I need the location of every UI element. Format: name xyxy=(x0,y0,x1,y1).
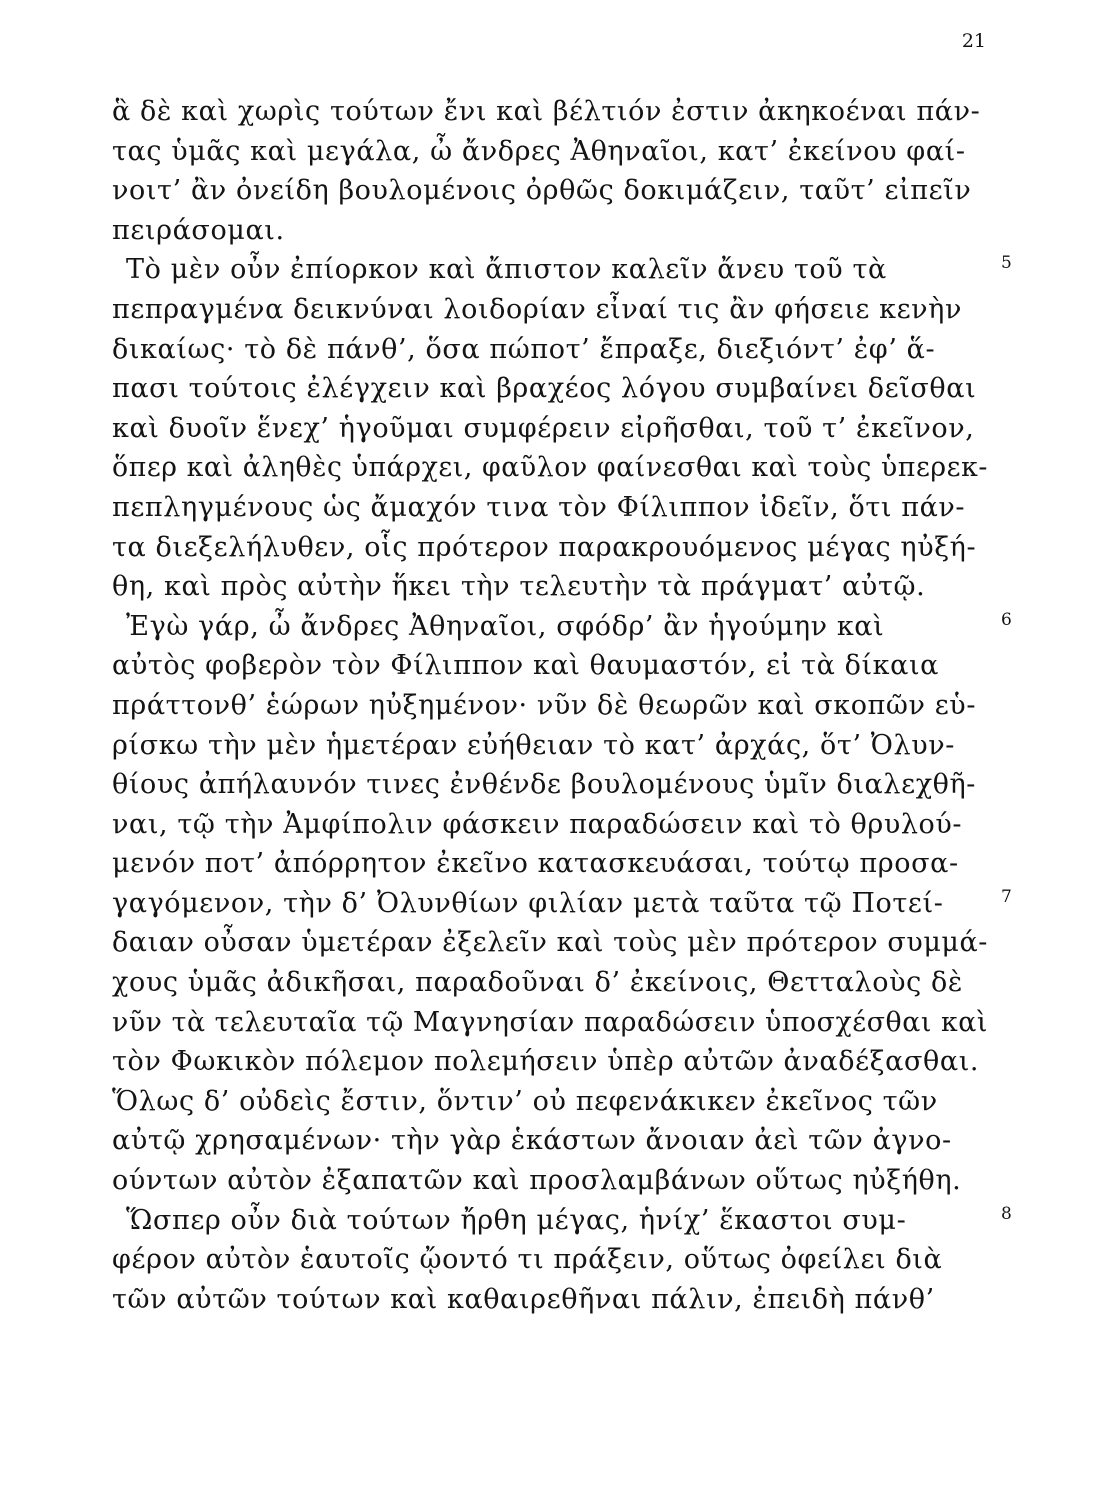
line-text: αὐτῷ χρησαμένων· τὴν γὰρ ἑκάστων ἄνοιαν ἀεὶ τῶν ἀγνο- xyxy=(112,1125,952,1157)
line-text: Ἐγὼ γάρ, ὦ ἄνδρες Ἀθηναῖοι, σφόδρ’ ἂν ἡγούμην καὶ xyxy=(126,610,885,642)
line-text: ἃ δὲ καὶ χωρὶς τούτων ἔνι καὶ βέλτιόν ἐστιν ἀκηκοέναι πάν- xyxy=(112,96,981,127)
line-text: Ὥσπερ οὖν διὰ τούτων ἤρθη μέγας, ἡνίχ’ ἕκαστοι συμ- xyxy=(126,1204,907,1236)
section-number: 5 xyxy=(1001,253,1013,274)
line-text: πασι τούτοις ἐλέγχειν καὶ βραχέος λόγου συμβαίνει δεῖσθαι xyxy=(112,373,977,405)
text-line xyxy=(112,884,1012,924)
line-text: δικαίως· τὸ δὲ πάνθ’, ὅσα πώποτ’ ἔπραξε, διεξιόντ’ ἐφ’ ἅ- xyxy=(112,333,936,365)
text-line xyxy=(112,765,1012,805)
line-text: τὸν Φωκικὸν πόλεμον πολεμήσειν ὑπὲρ αὐτῶν ἀναδέξασθαι. xyxy=(112,1046,980,1078)
text-line xyxy=(112,132,1012,172)
line-text: χους ὑμᾶς ἀδικῆσαι, παραδοῦναι δ’ ἐκείνοις, Θετταλοὺς δὲ xyxy=(112,967,963,999)
text-line xyxy=(112,171,1012,211)
text-line xyxy=(112,211,1012,251)
text-line xyxy=(112,250,1012,290)
line-text: γαγόμενον, τὴν δ’ Ὀλυνθίων φιλίαν μετὰ ταῦτα τῷ Ποτεί- xyxy=(112,887,944,919)
line-text: θίους ἀπήλαυνόν τινες ἐνθένδε βουλομένους ὑμῖν διαλεχθῆ- xyxy=(112,769,977,801)
text-line xyxy=(112,1161,1012,1201)
line-text: ούντων αὐτὸν ἐξαπατῶν καὶ προσλαμβάνων οὕτως ηὐξήθη. xyxy=(112,1165,962,1197)
body-text xyxy=(112,92,1012,1319)
text-line xyxy=(112,1121,1012,1161)
text-line xyxy=(112,1280,1012,1320)
line-text: ναι, τῷ τὴν Ἀμφίπολιν φάσκειν παραδώσειν καὶ τὸ θρυλού- xyxy=(112,808,963,840)
text-line xyxy=(112,92,1012,132)
text-line xyxy=(112,805,1012,845)
line-text: ρίσκω τὴν μὲν ἡμετέραν εὐήθειαν τὸ κατ’ ἀρχάς, ὅτ’ Ὀλυν- xyxy=(112,729,956,761)
text-line xyxy=(112,1042,1012,1082)
line-text: θη, καὶ πρὸς αὐτὴν ἥκει τὴν τελευτὴν τὰ πράγματ’ αὐτῷ. xyxy=(112,571,926,603)
line-text: πειράσομαι. xyxy=(112,214,285,246)
text-line xyxy=(112,1003,1012,1043)
section-number: 8 xyxy=(1001,1203,1013,1224)
line-text: Τὸ μὲν οὖν ἐπίορκον καὶ ἄπιστον καλεῖν ἄνευ τοῦ τὰ xyxy=(126,254,887,286)
section-number: 7 xyxy=(1001,886,1013,907)
text-line xyxy=(112,963,1012,1003)
text-line xyxy=(112,567,1012,607)
text-line xyxy=(112,488,1012,528)
text-line xyxy=(112,923,1012,963)
line-text: φέρον αὐτὸν ἑαυτοῖς ᾤοντό τι πράξειν, οὕτως ὀφείλει διὰ xyxy=(112,1244,943,1276)
text-line xyxy=(112,607,1012,647)
text-line xyxy=(112,330,1012,370)
line-text: νῦν τὰ τελευταῖα τῷ Μαγνησίαν παραδώσειν ὑποσχέσθαι καὶ xyxy=(112,1006,988,1038)
line-text: νοιτ’ ἂν ὀνείδη βουλομένοις ὀρθῶς δοκιμάζειν, ταῦτ’ εἰπεῖν xyxy=(112,175,972,207)
text-line xyxy=(112,844,1012,884)
line-text: τα διεξελήλυθεν, οἷς πρότερον παρακρουόμενος μέγας ηὐξή- xyxy=(112,531,977,563)
line-text: τας ὑμᾶς καὶ μεγάλα, ὦ ἄνδρες Ἀθηναῖοι, κατ’ ἐκείνου φαί- xyxy=(112,135,966,167)
line-text: τῶν αὐτῶν τούτων καὶ καθαιρεθῆναι πάλιν, ἐπειδὴ πάνθ’ xyxy=(112,1283,935,1315)
text-line xyxy=(112,448,1012,488)
line-text: πεπραγμένα δεικνύναι λοιδορίαν εἶναί τις ἂν φήσειε κενὴν xyxy=(112,293,962,325)
text-line xyxy=(112,726,1012,766)
line-text: πράττονθ’ ἑώρων ηὐξημένον· νῦν δὲ θεωρῶν καὶ σκοπῶν εὑ- xyxy=(112,689,977,721)
section-number: 6 xyxy=(1001,609,1013,630)
line-text: αὐτὸς φοβερὸν τὸν Φίλιππον καὶ θαυμαστόν, εἰ τὰ δίκαια xyxy=(112,650,940,682)
page-number: 21 xyxy=(961,30,986,52)
text-line xyxy=(112,686,1012,726)
text-line xyxy=(112,646,1012,686)
line-text: πεπληγμένους ὡς ἄμαχόν τινα τὸν Φίλιππον ἰδεῖν, ὅτι πάν- xyxy=(112,491,966,523)
line-text: Ὅλως δ’ οὐδεὶς ἔστιν, ὅντιν’ οὐ πεφενάκικεν ἐκεῖνος τῶν xyxy=(112,1085,938,1117)
text-line xyxy=(112,369,1012,409)
line-text: δαιαν οὖσαν ὑμετέραν ἐξελεῖν καὶ τοὺς μὲν πρότερον συμμά- xyxy=(112,927,988,959)
text-line xyxy=(112,1201,1012,1241)
line-text: καὶ δυοῖν ἕνεχ’ ἡγοῦμαι συμφέρειν εἰρῆσθαι, τοῦ τ’ ἐκεῖνον, xyxy=(112,412,975,444)
text-line xyxy=(112,290,1012,330)
text-line xyxy=(112,409,1012,449)
text-line xyxy=(112,1082,1012,1122)
text-line xyxy=(112,528,1012,568)
line-text: μενόν ποτ’ ἀπόρρητον ἐκεῖνο κατασκευάσαι, τούτῳ προσα- xyxy=(112,848,959,880)
line-text: ὅπερ καὶ ἀληθὲς ὑπάρχει, φαῦλον φαίνεσθαι καὶ τοὺς ὑπερεκ- xyxy=(112,452,988,484)
text-line xyxy=(112,1240,1012,1280)
